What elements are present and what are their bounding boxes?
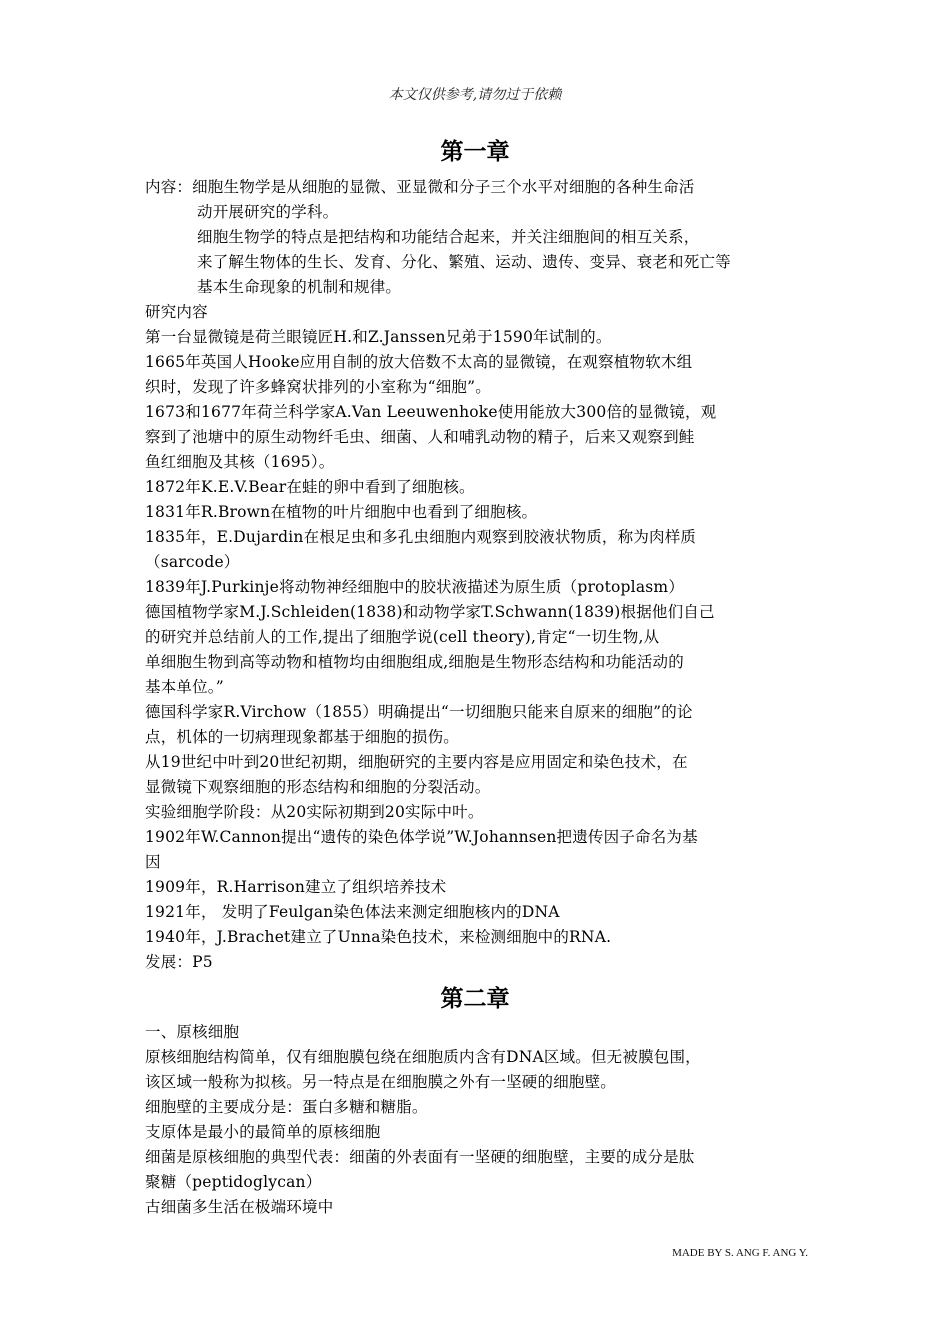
paragraph-line: 研究内容 bbox=[145, 303, 208, 321]
paragraph bbox=[145, 400, 813, 475]
chapter-2-paragraphs bbox=[145, 1020, 813, 1220]
paragraph bbox=[145, 925, 813, 950]
chapter-1-body bbox=[145, 175, 813, 975]
paragraph bbox=[145, 325, 813, 350]
paragraph-line: 1902年W.Cannon提出“遗传的染色体学说”W.Johannsen把遗传因子命名为基 bbox=[145, 828, 698, 846]
paragraph-line: 的研究并总结前人的工作,提出了细胞学说(cell theory),肯定“一切生物,从 bbox=[145, 628, 660, 646]
paragraph-line: 察到了池塘中的原生动物纤毛虫、细菌、人和哺乳动物的精子，后来又观察到鲑 bbox=[145, 428, 695, 446]
paragraph bbox=[145, 1120, 813, 1145]
paragraph-line: 1831年R.Brown在植物的叶片细胞中也看到了细胞核。 bbox=[145, 503, 538, 521]
paragraph-line: 从19世纪中叶到20世纪初期，细胞研究的主要内容是应用固定和染色技术，在 bbox=[145, 753, 688, 771]
content-line: 内容：细胞生物学是从细胞的显微、亚显微和分子三个水平对细胞的各种生命活 bbox=[145, 178, 695, 196]
chapter-2-title: 第二章 bbox=[440, 985, 510, 1012]
paragraph bbox=[145, 750, 813, 800]
paragraph-line: 1909年，R.Harrison建立了组织培养技术 bbox=[145, 878, 447, 896]
paragraph-line: 聚糖（peptidoglycan） bbox=[145, 1173, 322, 1191]
paragraph-line: 该区域一般称为拟核。另一特点是在细胞膜之外有一坚硬的细胞壁。 bbox=[145, 1073, 617, 1091]
paragraph bbox=[145, 700, 813, 750]
chapter-1-paragraphs bbox=[145, 300, 813, 975]
paragraph-line: 织时，发现了许多蜂窝状排列的小室称为“细胞”。 bbox=[145, 378, 491, 396]
chapter-2-body bbox=[145, 1020, 813, 1220]
paragraph bbox=[145, 475, 813, 500]
paragraph bbox=[145, 500, 813, 525]
paragraph-line: 单细胞生物到高等动物和植物均由细胞组成,细胞是生物形态结构和功能活动的 bbox=[145, 653, 684, 671]
paragraph-line: 第一台显微镜是荷兰眼镜匠H.和Z.Janssen兄弟于1590年试制的。 bbox=[145, 328, 612, 346]
paragraph-line: 1872年K.E.V.Bear在蛙的卵中看到了细胞核。 bbox=[145, 478, 475, 496]
paragraph-line: 古细菌多生活在极端环境中 bbox=[145, 1198, 334, 1216]
paragraph-line: 点，机体的一切病理现象都基于细胞的损伤。 bbox=[145, 728, 460, 746]
paragraph-line: 1921年， 发明了Feulgan染色体法来测定细胞核内的DNA bbox=[145, 903, 560, 921]
paragraph bbox=[145, 800, 813, 825]
paragraph-line: 细菌是原核细胞的典型代表：细菌的外表面有一坚硬的细胞壁，主要的成分是肽 bbox=[145, 1148, 695, 1166]
paragraph bbox=[145, 1020, 813, 1045]
paragraph-line: 原核细胞结构简单，仅有细胞膜包绕在细胞质内含有DNA区域。但无被膜包围， bbox=[145, 1048, 701, 1066]
paragraph-line: 一、原核细胞 bbox=[145, 1023, 240, 1041]
paragraph bbox=[145, 875, 813, 900]
paragraph-line: （sarcode） bbox=[145, 553, 240, 571]
paragraph-line: 德国科学家R.Virchow（1855）明确提出“一切细胞只能来自原来的细胞”的论 bbox=[145, 703, 693, 721]
paragraph bbox=[145, 600, 813, 700]
paragraph-line: 支原体是最小的最简单的原核细胞 bbox=[145, 1123, 381, 1141]
page-header-note: 本文仅供参考,请勿过于依赖 bbox=[388, 87, 562, 103]
paragraph-line: 显微镜下观察细胞的形态结构和细胞的分裂活动。 bbox=[145, 778, 491, 796]
content-line: 细胞生物学的特点是把结构和功能结合起来，并关注细胞间的相互关系， bbox=[197, 228, 700, 246]
paragraph bbox=[145, 1145, 813, 1195]
paragraph-line: 德国植物学家M.J.Schleiden(1838)和动物学家T.Schwann(1839)根据他们自己 bbox=[145, 603, 715, 621]
paragraph-line: 1673和1677年荷兰科学家A.Van Leeuwenhoke使用能放大300倍的显微镜，观 bbox=[145, 403, 717, 421]
paragraph bbox=[145, 300, 813, 325]
paragraph bbox=[145, 1095, 813, 1120]
paragraph-line: 实验细胞学阶段：从20实际初期到20实际中叶。 bbox=[145, 803, 484, 821]
paragraph-line: 1839年J.Purkinje将动物神经细胞中的胶状液描述为原生质（protoplasm） bbox=[145, 578, 685, 596]
paragraph-line: 细胞壁的主要成分是：蛋白多糖和糖脂。 bbox=[145, 1098, 428, 1116]
paragraph bbox=[145, 575, 813, 600]
content-line: 来了解生物体的生长、发育、分化、繁殖、运动、遗传、变异、衰老和死亡等 bbox=[197, 253, 731, 271]
paragraph bbox=[145, 1045, 813, 1095]
paragraph bbox=[145, 825, 813, 875]
paragraph bbox=[145, 900, 813, 925]
paragraph-line: 因 bbox=[145, 853, 161, 871]
paragraph bbox=[145, 350, 813, 400]
page-footer: MADE BY S. ANG F. ANG Y. bbox=[672, 1247, 808, 1259]
paragraph bbox=[145, 950, 813, 975]
paragraph-line: 1665年英国人Hooke应用自制的放大倍数不太高的显微镜，在观察植物软木组 bbox=[145, 353, 693, 371]
paragraph-line: 基本单位。” bbox=[145, 678, 224, 696]
chapter-1-title: 第一章 bbox=[440, 138, 510, 165]
paragraph-line: 1940年，J.Brachet建立了Unna染色技术，来检测细胞中的RNA. bbox=[145, 928, 612, 946]
content-line: 基本生命现象的机制和规律。 bbox=[197, 278, 402, 296]
paragraph-line: 发展：P5 bbox=[145, 953, 213, 971]
paragraph-line: 1835年，E.Dujardin在根足虫和多孔虫细胞内观察到胶液状物质，称为肉样质 bbox=[145, 528, 697, 546]
paragraph bbox=[145, 1195, 813, 1220]
content-line: 动开展研究的学科。 bbox=[197, 203, 339, 221]
paragraph bbox=[145, 525, 813, 575]
paragraph-line: 鱼红细胞及其核（1695）。 bbox=[145, 453, 335, 471]
